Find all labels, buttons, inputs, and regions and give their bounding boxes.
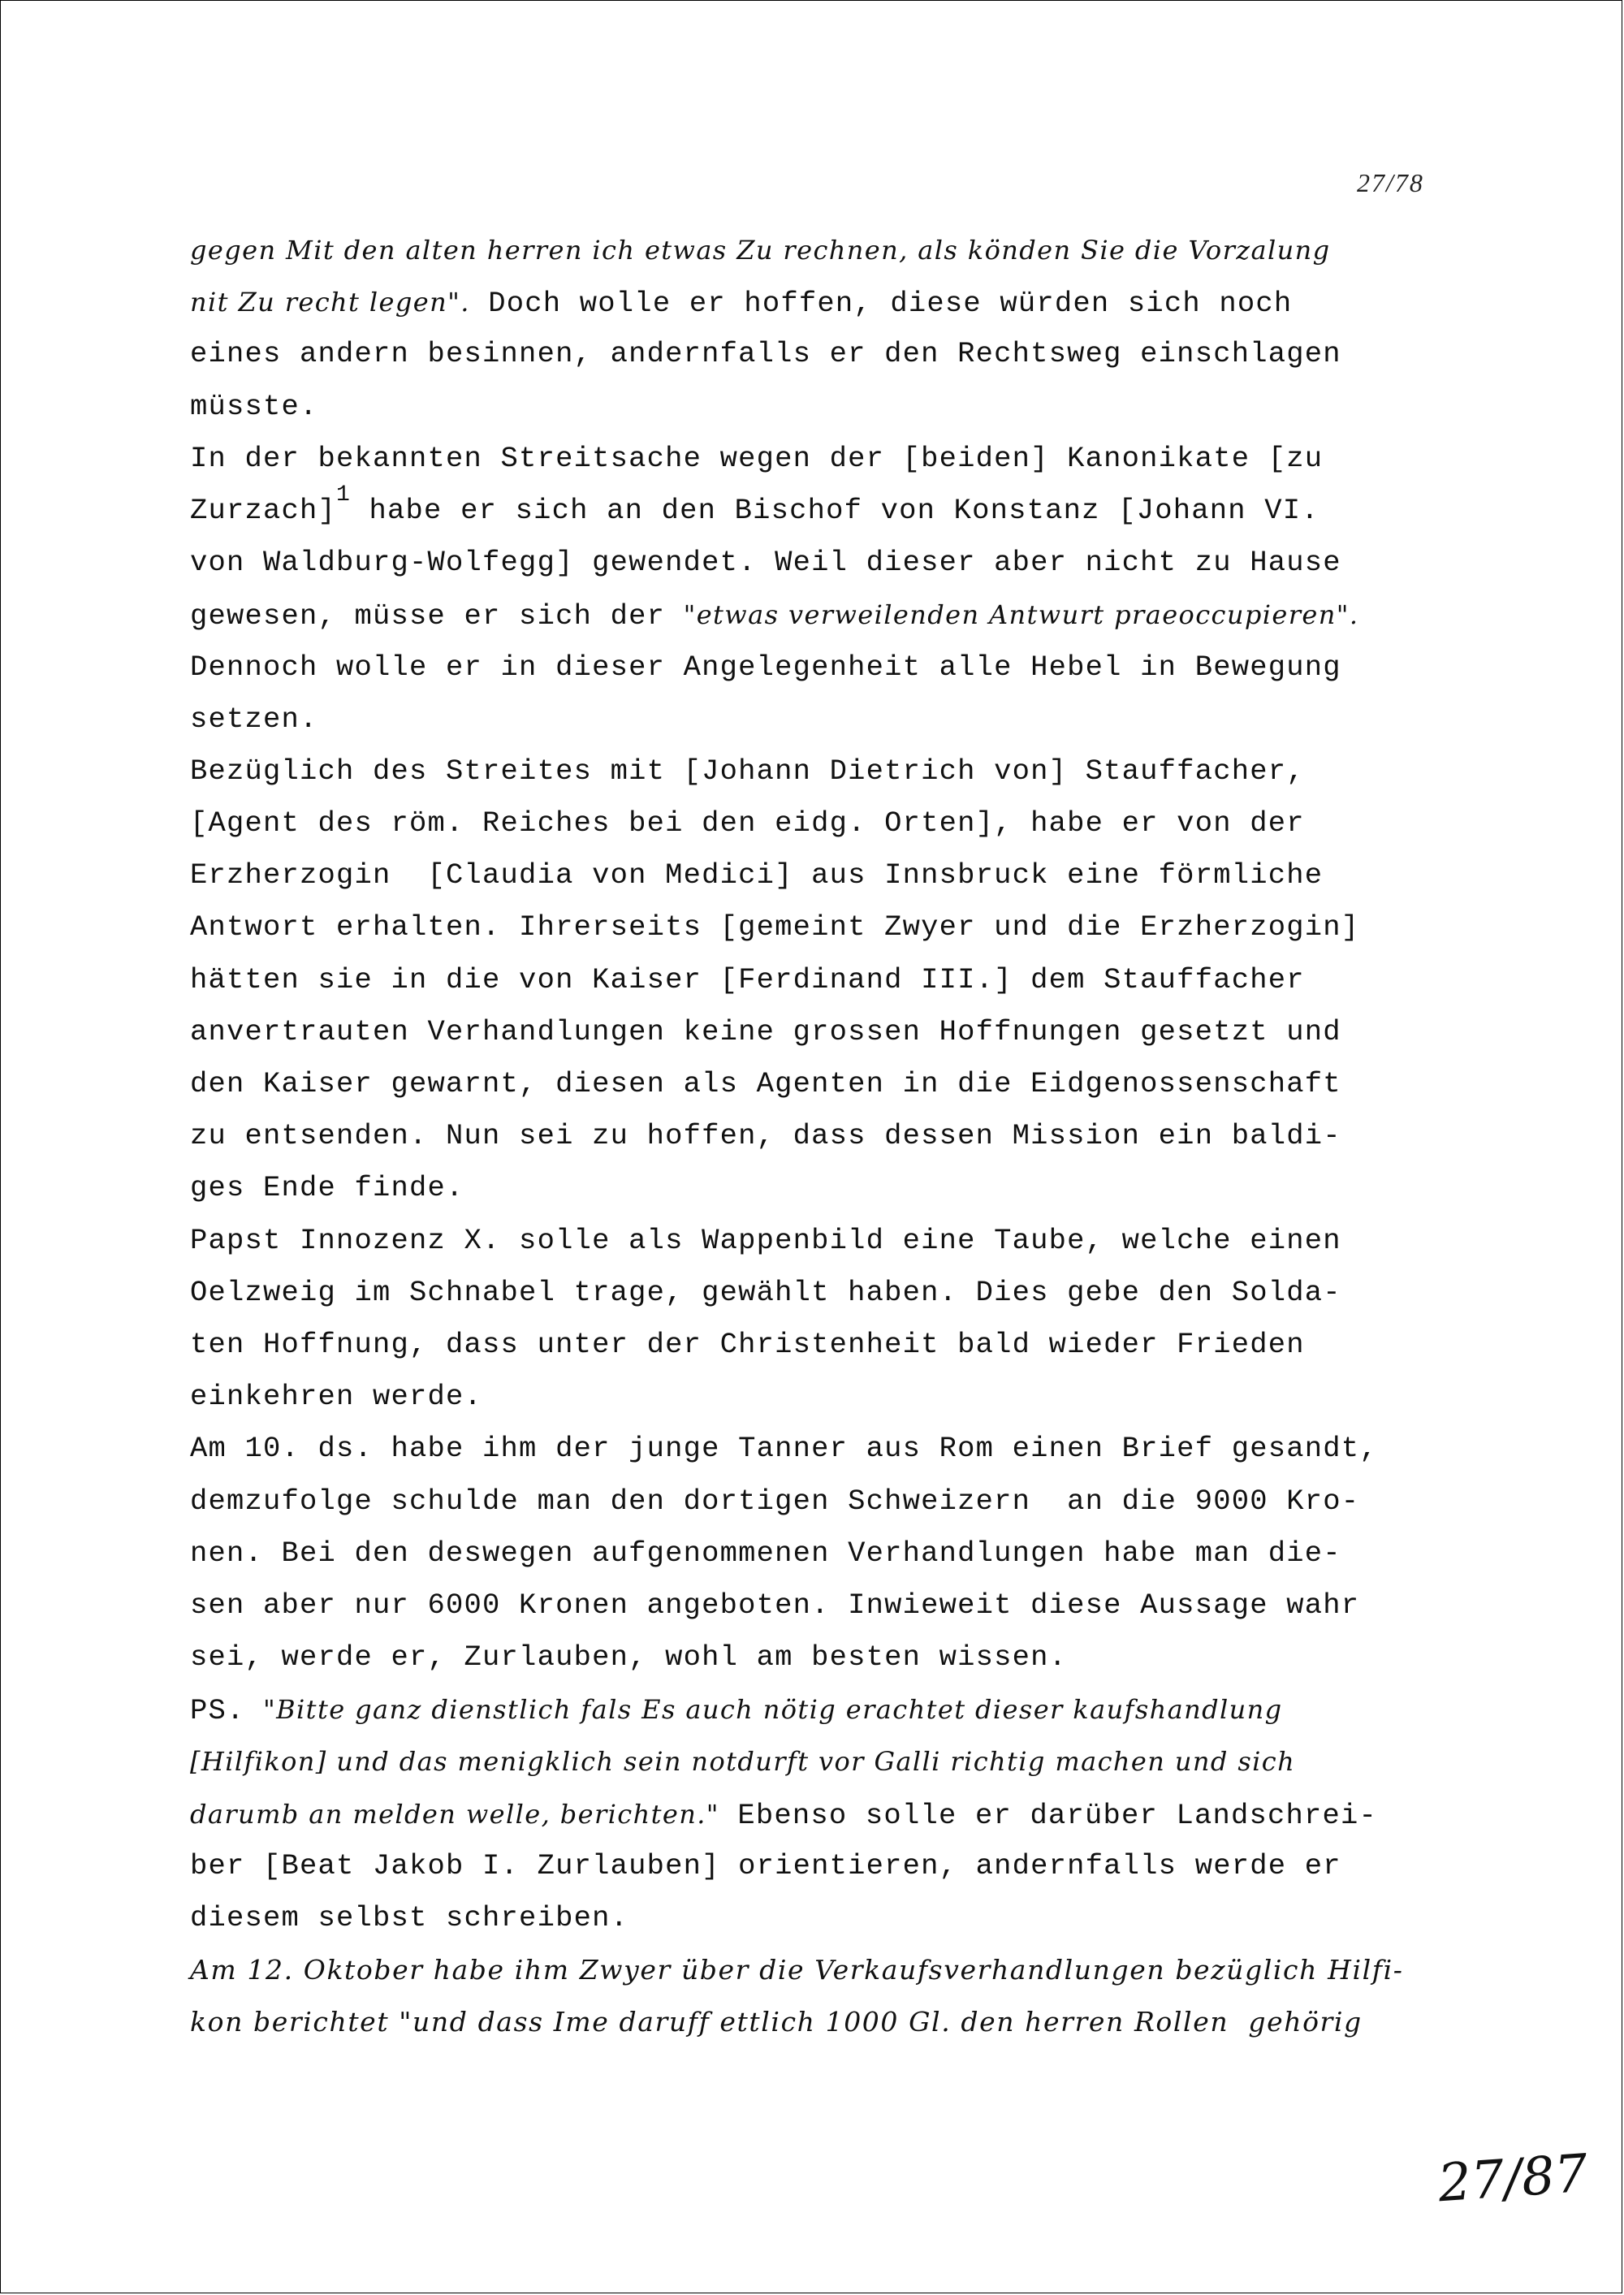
quoted-text: darumb an melden welle, berichten." [190,1798,719,1830]
text-segment: Dennoch wolle er in dieser Angelegenheit alle Hebel in Bewegung [190,650,1341,684]
text-line [190,1632,1473,1683]
text-segment: Erzherzogin [Claudia von Medici] aus Innsbruck eine förmliche [190,858,1324,892]
text-line [190,381,1473,433]
text-line [190,1006,1473,1058]
text-line [190,1371,1473,1423]
quoted-text: gegen Mit den alten herren ich etwas Zu rechnen, als könden Sie die Vorzalung [190,235,1331,266]
text-line [190,1788,1473,1840]
text-segment: den Kaiser gewarnt, diesen als Agenten in die Eidgenossenschaft [190,1067,1341,1100]
text-segment: ges Ende finde. [190,1171,464,1205]
text-line [190,1162,1473,1214]
text-line [190,1423,1473,1475]
text-line [190,328,1473,380]
quoted-text: nit Zu recht legen". [190,287,470,318]
text-segment: müsste. [190,389,318,423]
text-line [190,797,1473,849]
text-line [190,1476,1473,1528]
text-line [190,1683,1473,1735]
text-segment: Ebenso solle er darüber Landschrei- [719,1798,1378,1832]
text-segment: demzufolge schulde man den dortigen Schweizern an die 9000 Kro- [190,1484,1360,1518]
text-segment: Oelzweig im Schnabel trage, gewählt haben. Dies gebe den Solda- [190,1275,1341,1309]
text-line [190,433,1473,485]
quoted-text: "Bitte ganz dienstlich fals Es auch nötig erachtet dieser kaufshandlung [263,1694,1283,1726]
archive-stamp: 27/87 [1436,2143,1590,2215]
text-segment: nen. Bei den deswegen aufgenommenen Verhandlungen habe man die- [190,1536,1341,1570]
text-line [190,1840,1473,1892]
text-segment: sei, werde er, Zurlauben, wohl am besten wissen. [190,1640,1068,1675]
text-segment: zu entsenden. Nun sei zu hoffen, dass dessen Mission ein baldi- [190,1119,1341,1153]
quoted-text: Am 12. Oktober habe ihm Zwyer über die Verkaufsverhandlungen bezüglich Hilfi- [190,1954,1404,1986]
text-line [190,849,1473,901]
text-segment: gewesen, müsse er sich der [190,599,684,633]
text-segment: [Agent des röm. Reiches bei den eidg. Orten], habe er von der [190,806,1305,841]
text-line [190,1580,1473,1632]
quoted-text: [Hilfikon] und das menigklich sein notdurft vor Galli richtig machen und sich [190,1746,1296,1778]
text-line [190,1892,1473,1944]
text-line [190,537,1473,589]
text-segment: diesem selbst schreiben. [190,1901,629,1934]
text-line [190,954,1473,1006]
text-line [190,1944,1473,1996]
text-segment: PS. [190,1694,264,1728]
text-line [190,1528,1473,1580]
text-segment: setzen. [190,702,318,736]
quoted-text: kon berichtet "und dass Ime daruff ettlich 1000 Gl. den herren Rollen gehörig [190,2006,1363,2038]
text-segment: ten Hoffnung, dass unter der Christenheit bald wieder Frieden [190,1327,1305,1361]
text-line [190,589,1473,641]
text-segment: Bezüglich des Streites mit [Johann Dietrich von] Stauffacher, [190,754,1305,788]
text-segment: sen aber nur 6000 Kronen angeboten. Inwieweit diese Aussage wahr [190,1588,1360,1622]
text-segment: Am 10. ds. habe ihm der junge Tanner aus Rom einen Brief gesandt, [190,1432,1378,1466]
text-segment: einkehren werde. [190,1380,483,1414]
text-segment: In der bekannten Streitsache wegen der [beiden] Kanonikate [zu [190,441,1324,475]
text-line [190,1110,1473,1162]
page-number: 27/78 [1357,168,1424,197]
text-segment: Antwort erhalten. Ihrerseits [gemeint Zwyer und die Erzherzogin] [190,910,1360,944]
text-line [190,224,1473,276]
text-line [190,1215,1473,1267]
text-line [190,694,1473,746]
text-segment: Papst Innozenz X. solle als Wappenbild eine Taube, welche einen [190,1223,1341,1257]
text-line [190,1735,1473,1787]
text-line [190,1267,1473,1319]
text-segment: ber [Beat Jakob I. Zurlauben] orientieren, andernfalls werde er [190,1848,1341,1882]
text-segment: von Waldburg-Wolfegg] gewendet. Weil dieser aber nicht zu Hause [190,546,1341,580]
text-segment: Doch wolle er hoffen, diese würden sich noch [469,287,1293,321]
body-text [190,224,1473,2049]
footnote-marker: 1 [336,482,352,508]
text-line [190,1996,1473,2048]
text-segment: habe er sich an den Bischof von Konstanz [Johann VI. [351,493,1320,527]
quoted-text: "etwas verweilenden Antwurt praeoccupieren". [683,599,1359,631]
text-segment: anvertrauten Verhandlungen keine grossen Hoffnungen gesetzt und [190,1014,1341,1048]
text-line [190,901,1473,953]
text-segment: eines andern besinnen, andernfalls er den Rechtsweg einschlagen [190,337,1341,371]
text-line [190,642,1473,694]
text-line [190,1058,1473,1110]
text-segment: hätten sie in die von Kaiser [Ferdinand III.] dem Stauffacher [190,962,1305,996]
text-line [190,482,1473,537]
text-line [190,746,1473,797]
text-line [190,1319,1473,1371]
text-segment: Zurzach] [190,493,337,527]
text-line [190,276,1473,328]
